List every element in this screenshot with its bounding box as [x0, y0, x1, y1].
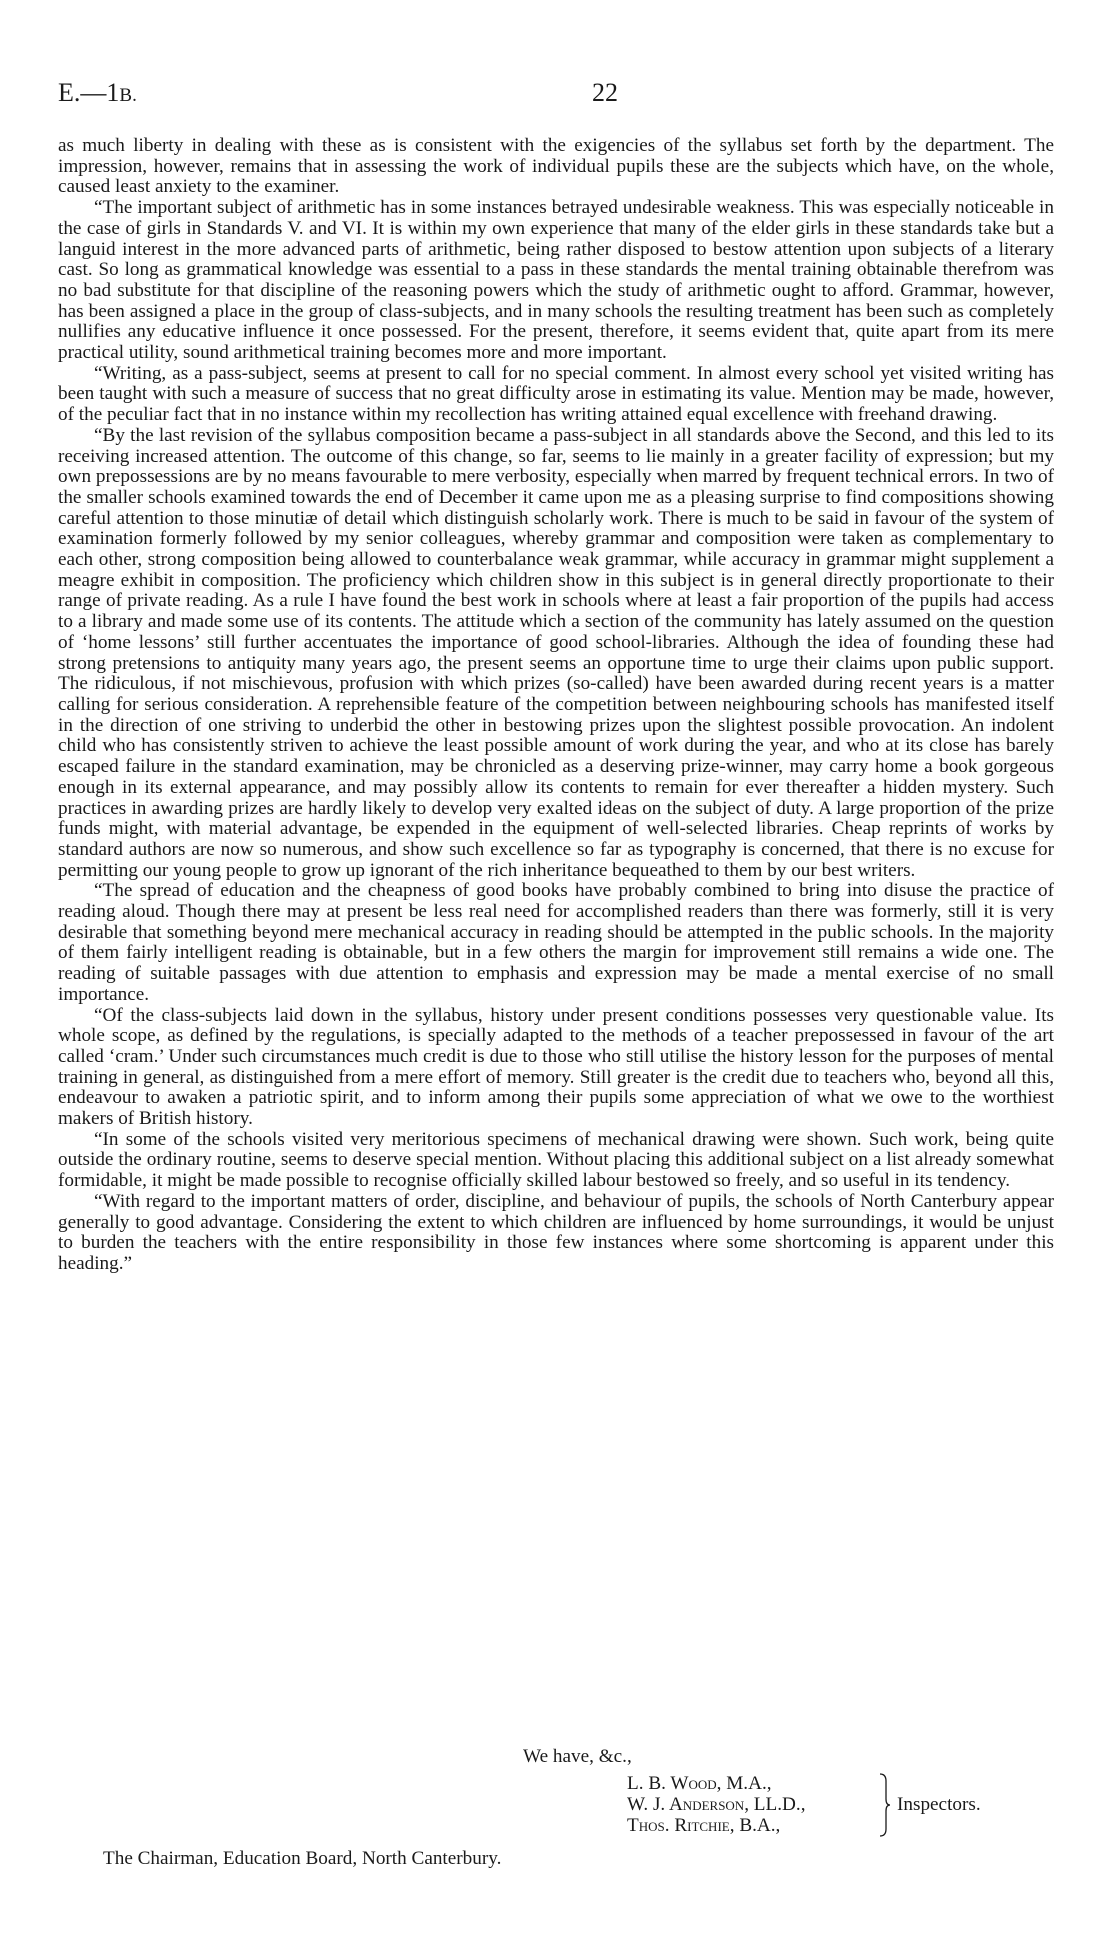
brace-icon: [879, 1773, 891, 1837]
signatory: L. B. Wood, M.A.,: [627, 1773, 772, 1794]
document-code: E.—1B.: [58, 78, 137, 107]
paragraph: “The important subject of arithmetic has in some instances betrayed undesirable weakness. This was especially noticeable in the case of girls in Standards V. and VI. It is within my own experience that many of the elder girls in these standards take but a languid interest in the more advanced parts of arithmetic, being rather disposed to bestow attention upon subjects of a literary cast. So long as grammatical knowledge was essential to a pass in these standards the mental training obtainable therefrom was no bad substitute for that discipline of the reasoning powers which the study of arithmetic ought to afford. Grammar, however, has been assigned a place in the group of class-subjects, and in many schools the resulting treatment has been such as completely nullifies any educative influence it once possessed. For the present, therefore, it seems evident that, quite apart from its mere practical utility, sound arithmetical training becomes more and more important.: [58, 197, 1054, 364]
signatory: W. J. Anderson, LL.D.,: [627, 1794, 806, 1815]
paragraph: “With regard to the important matters of order, discipline, and behaviour of pupils, the schools of North Canterbury appear generally to good advantage. Considering the extent to which children are influenced by home surroundings, it would be unjust to burden the teachers with the entire responsibility in those few instances where some shortcoming is apparent under this heading.”: [58, 1190, 1054, 1274]
signature-block: [627, 1773, 806, 1836]
report-body: [58, 136, 1054, 1275]
paragraph: “The spread of education and the cheapness of good books have probably combined to bring into disuse the practice of reading aloud. Though there may at present be less real need for accomplished readers than there was formerly, still it is very desirable that something beyond mere mechanical accuracy in reading should be attempted in the public schools. In the majority of them fairly intelligent reading is obtainable, but in a few others the margin for improvement still remains a wide one. The reading of suitable passages with due attention to emphasis and expression may be made a mental exercise of no small importance.: [58, 880, 1054, 1005]
paragraph: “In some of the schools visited very meritorious specimens of mechanical drawing were shown. Such work, being quite outside the ordinary routine, seems to deserve special mention. Without placing this additional subject on a list already somewhat formidable, it might be made possible to recognise officially skilled labour bestowed so freely, and so useful in its tendency.: [58, 1128, 1054, 1192]
paragraph: “By the last revision of the syllabus composition became a pass-subject in all standards above the Second, and this led to its receiving increased attention. The outcome of this change, so far, seems to lie mainly in a greater facility of expression; but my own prepossessions are by no means favourable to mere verbosity, especially when marred by frequent technical errors. In two of the smaller schools examined towards the end of December it came upon me as a pleasing surprise to find compositions showing careful attention to those minutiæ of detail which distinguish scholarly work. There is much to be said in favour of the system of examination formerly followed by my senior colleagues, whereby grammar and composition were taken as complementary to each other, strong composition being allowed to counterbalance weak grammar, while accuracy in grammar might supplement a meagre exhibit in composition. The proficiency which children show in this subject is in general directly proportionate to their range of private reading. As a rule I have found the best work in schools where at least a fair proportion of the pupils had access to a library and made some use of its contents. The attitude which a section of the community has lately assumed on the question of ‘home lessons’ still further accentuates the importance of good school-libraries. Although the idea of founding these had strong pretensions to antiquity many years ago, the present seems an opportune time to urge their claims upon public support. The ridiculous, if not mischievous, profusion with which prizes (so-called) have been awarded during recent years is a matter calling for serious consideration. A reprehensible feature of the competition between neighbouring schools has manifested itself in the direction of one striving to underbid the other in bestowing prizes upon the slightest possible provocation. An indolent child who has consistently striven to achieve the least possible amount of work during the year, and who at its close has barely escaped failure in the standard examination, may be chronicled as a deserving prize-winner, may carry home a book gorgeous enough in its external appearance, and may possibly allow its contents to remain for ever thereafter a hidden mystery. Such practices in awarding prizes are hardly likely to develop very exalted ideas on the subject of duty. A large proportion of the prize funds might, with material advantage, be expended in the equipment of well-selected libraries. Cheap reprints of works by standard authors are now so numerous, and show such excellence so far as typography is concerned, that there is no excuse for permitting our young people to grow up ignorant of the rich inheritance bequeathed to them by our best writers.: [58, 424, 1054, 881]
paragraph: “Of the class-subjects laid down in the syllabus, history under present conditions possesses very questionable value. Its whole scope, as defined by the regulations, is specially adapted to the methods of a teacher prepossessed in favour of the art called ‘cram.’ Under such circumstances much credit is due to those who still utilise the history lesson for the purposes of mental training in general, as distinguished from a mere effort of memory. Still greater is the credit due to teachers who, beyond all this, endeavour to awaken a patriotic spirit, and to inform among their pupils some appreciation of what we owe to the worthiest makers of British history.: [58, 1004, 1054, 1130]
page-header: [58, 78, 1056, 110]
page-number: 22: [592, 78, 618, 107]
paragraph: “Writing, as a pass-subject, seems at present to call for no special comment. In almost every school yet visited writing has been taught with such a measure of success that no great difficulty arose in estimating its value. Mention may be made, however, of the peculiar fact that in no instance within my recollection has writing attained equal excellence with freehand drawing.: [58, 362, 1054, 426]
signatories-title: Inspectors.: [897, 1794, 981, 1815]
closing-formula: We have, &c.,: [523, 1746, 632, 1767]
paragraph: as much liberty in dealing with these as is consistent with the exigencies of the syllabus set forth by the department. The impression, however, remains that in assessing the work of individual pupils these are the subjects which have, on the whole, caused least anxiety to the examiner.: [58, 135, 1054, 198]
signatory: Thos. Ritchie, B.A.,: [627, 1815, 781, 1836]
addressee: The Chairman, Education Board, North Canterbury.: [103, 1848, 502, 1869]
